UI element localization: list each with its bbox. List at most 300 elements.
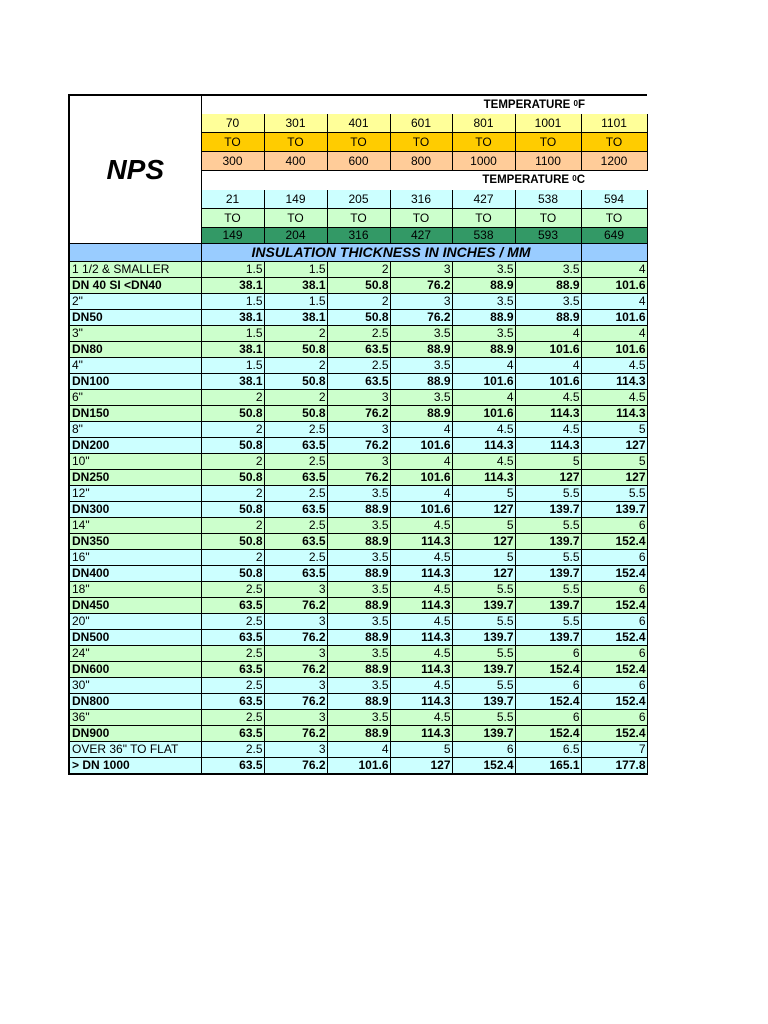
thickness-inches-cell: 2.5 bbox=[201, 678, 264, 694]
thickness-inches-cell: 3.5 bbox=[327, 710, 390, 726]
f-upto-cell-2: 600 bbox=[327, 152, 390, 171]
thickness-inches-cell: 4.5 bbox=[390, 710, 452, 726]
thickness-mm-cell: 88.9 bbox=[327, 662, 390, 678]
thickness-inches-cell: 4.5 bbox=[515, 422, 581, 438]
thickness-inches-cell: 2 bbox=[264, 358, 327, 374]
dn-size-label: DN300 bbox=[69, 502, 201, 518]
thickness-inches-cell: 4 bbox=[390, 422, 452, 438]
thickness-mm-cell: 114.3 bbox=[581, 406, 647, 422]
thickness-mm-cell: 127 bbox=[581, 438, 647, 454]
nps-size-label: 2" bbox=[69, 294, 201, 310]
thickness-mm-cell: 76.2 bbox=[264, 758, 327, 775]
thickness-inches-cell: 3 bbox=[327, 390, 390, 406]
thickness-inches-cell: 6 bbox=[581, 646, 647, 662]
thickness-mm-cell: 152.4 bbox=[581, 662, 647, 678]
thickness-inches-cell: 1.5 bbox=[201, 326, 264, 342]
temperature-f-label: TEMPERATURE bbox=[483, 98, 571, 111]
thickness-mm-cell: 152.4 bbox=[581, 726, 647, 742]
thickness-mm-cell: 50.8 bbox=[201, 470, 264, 486]
thickness-inches-cell: 2.5 bbox=[201, 646, 264, 662]
thickness-inches-cell: 4.5 bbox=[390, 518, 452, 534]
thickness-inches-cell: 2.5 bbox=[264, 518, 327, 534]
thickness-inches-cell: 3 bbox=[264, 646, 327, 662]
thickness-inches-cell: 6 bbox=[515, 710, 581, 726]
thickness-mm-cell: 101.6 bbox=[452, 374, 515, 390]
thickness-inches-cell: 6 bbox=[581, 582, 647, 598]
dn-size-label: DN400 bbox=[69, 566, 201, 582]
thickness-inches-cell: 4.5 bbox=[390, 646, 452, 662]
thickness-inches-cell: 3.5 bbox=[327, 550, 390, 566]
table-row bbox=[69, 678, 647, 694]
thickness-mm-cell: 38.1 bbox=[201, 374, 264, 390]
table-row bbox=[69, 566, 647, 582]
thickness-mm-cell: 101.6 bbox=[515, 342, 581, 358]
thickness-inches-cell: 1.5 bbox=[201, 358, 264, 374]
thickness-mm-cell: 139.7 bbox=[452, 726, 515, 742]
thickness-mm-cell: 139.7 bbox=[515, 598, 581, 614]
f-upto-cell-1: 400 bbox=[264, 152, 327, 171]
table-row bbox=[69, 502, 647, 518]
temperature-c-unit: C bbox=[576, 174, 586, 186]
table-row bbox=[69, 470, 647, 486]
nps-size-label: 10" bbox=[69, 454, 201, 470]
f-to-cell-2: TO bbox=[327, 133, 390, 152]
thickness-mm-cell: 88.9 bbox=[452, 342, 515, 358]
thickness-inches-cell: 2 bbox=[201, 518, 264, 534]
thickness-inches-cell: 4 bbox=[515, 358, 581, 374]
f-upto-cell-3: 800 bbox=[390, 152, 452, 171]
f-from-cell-3: 601 bbox=[390, 114, 452, 133]
thickness-mm-cell: 76.2 bbox=[264, 598, 327, 614]
band-spacer bbox=[69, 244, 201, 262]
thickness-mm-cell: 63.5 bbox=[264, 438, 327, 454]
thickness-inches-cell: 4.5 bbox=[515, 390, 581, 406]
f-upto-cell-5: 1100 bbox=[515, 152, 581, 171]
thickness-inches-cell: 2.5 bbox=[201, 582, 264, 598]
c-to-cell-2: TO bbox=[327, 209, 390, 228]
thickness-inches-cell: 3.5 bbox=[452, 294, 515, 310]
c-to-cell-0: TO bbox=[201, 209, 264, 228]
table-row bbox=[69, 518, 647, 534]
nps-size-label: 20" bbox=[69, 614, 201, 630]
f-upto-cell-0: 300 bbox=[201, 152, 264, 171]
thickness-mm-cell: 50.8 bbox=[201, 438, 264, 454]
c-from-cell-4: 427 bbox=[452, 190, 515, 209]
thickness-inches-cell: 2.5 bbox=[264, 486, 327, 502]
thickness-mm-cell: 139.7 bbox=[515, 502, 581, 518]
nps-size-label: 30" bbox=[69, 678, 201, 694]
thickness-mm-cell: 127 bbox=[452, 534, 515, 550]
nps-size-label: 1 1/2 & SMALLER bbox=[69, 262, 201, 278]
nps-header: NPS bbox=[69, 95, 201, 244]
thickness-mm-cell: 114.3 bbox=[581, 374, 647, 390]
thickness-inches-cell: 4.5 bbox=[390, 614, 452, 630]
dn-size-label: DN200 bbox=[69, 438, 201, 454]
c-upto-cell-1: 204 bbox=[264, 228, 327, 244]
thickness-mm-cell: 76.2 bbox=[327, 470, 390, 486]
thickness-inches-cell: 4.5 bbox=[581, 390, 647, 406]
thickness-mm-cell: 139.7 bbox=[452, 598, 515, 614]
thickness-inches-cell: 3.5 bbox=[327, 486, 390, 502]
table-row bbox=[69, 358, 647, 374]
dn-size-label: DN800 bbox=[69, 694, 201, 710]
dn-size-label: DN350 bbox=[69, 534, 201, 550]
dn-size-label: DN50 bbox=[69, 310, 201, 326]
thickness-mm-cell: 76.2 bbox=[327, 406, 390, 422]
dn-size-label: DN250 bbox=[69, 470, 201, 486]
table-row bbox=[69, 550, 647, 566]
thickness-mm-cell: 50.8 bbox=[201, 406, 264, 422]
thickness-inches-cell: 5.5 bbox=[452, 646, 515, 662]
thickness-inches-cell: 5.5 bbox=[515, 550, 581, 566]
thickness-mm-cell: 152.4 bbox=[581, 566, 647, 582]
thickness-mm-cell: 101.6 bbox=[327, 758, 390, 775]
thickness-mm-cell: 127 bbox=[452, 502, 515, 518]
table-row bbox=[69, 534, 647, 550]
band-end bbox=[581, 244, 647, 262]
thickness-inches-cell: 3.5 bbox=[327, 614, 390, 630]
thickness-inches-cell: 5 bbox=[581, 422, 647, 438]
thickness-inches-cell: 3 bbox=[327, 454, 390, 470]
c-upto-cell-4: 538 bbox=[452, 228, 515, 244]
thickness-inches-cell: 3.5 bbox=[390, 326, 452, 342]
c-to-cell-1: TO bbox=[264, 209, 327, 228]
thickness-inches-cell: 5 bbox=[390, 742, 452, 758]
thickness-inches-cell: 1.5 bbox=[264, 294, 327, 310]
dn-size-label: DN450 bbox=[69, 598, 201, 614]
thickness-mm-cell: 101.6 bbox=[581, 342, 647, 358]
thickness-mm-cell: 101.6 bbox=[515, 374, 581, 390]
thickness-mm-cell: 63.5 bbox=[201, 758, 264, 775]
f-to-cell-3: TO bbox=[390, 133, 452, 152]
thickness-mm-cell: 76.2 bbox=[264, 726, 327, 742]
nps-size-label: 16" bbox=[69, 550, 201, 566]
thickness-inches-cell: 5 bbox=[452, 518, 515, 534]
thickness-mm-cell: 139.7 bbox=[452, 630, 515, 646]
thickness-mm-cell: 152.4 bbox=[515, 694, 581, 710]
spreadsheet-grid bbox=[68, 94, 648, 775]
thickness-mm-cell: 88.9 bbox=[452, 310, 515, 326]
thickness-mm-cell: 76.2 bbox=[327, 438, 390, 454]
thickness-inches-cell: 4 bbox=[581, 326, 647, 342]
thickness-inches-cell: 2 bbox=[264, 326, 327, 342]
thickness-mm-cell: 177.8 bbox=[581, 758, 647, 775]
temperature-f-unit: F bbox=[578, 98, 586, 111]
nps-size-label: 6" bbox=[69, 390, 201, 406]
thickness-inches-cell: 5.5 bbox=[515, 614, 581, 630]
f-to-cell-6: TO bbox=[581, 133, 647, 152]
f-upto-cell-4: 1000 bbox=[452, 152, 515, 171]
nps-size-label: 3" bbox=[69, 326, 201, 342]
thickness-mm-cell: 152.4 bbox=[581, 630, 647, 646]
thickness-mm-cell: 88.9 bbox=[515, 278, 581, 294]
thickness-inches-cell: 5.5 bbox=[515, 518, 581, 534]
thickness-mm-cell: 88.9 bbox=[327, 566, 390, 582]
table-row bbox=[69, 278, 647, 294]
thickness-mm-cell: 139.7 bbox=[452, 662, 515, 678]
table-row bbox=[69, 662, 647, 678]
thickness-mm-cell: 152.4 bbox=[515, 726, 581, 742]
thickness-inches-cell: 3.5 bbox=[515, 294, 581, 310]
thickness-inches-cell: 5.5 bbox=[581, 486, 647, 502]
thickness-inches-cell: 3 bbox=[327, 422, 390, 438]
f-to-cell-4: TO bbox=[452, 133, 515, 152]
thickness-inches-cell: 5 bbox=[515, 454, 581, 470]
thickness-mm-cell: 114.3 bbox=[452, 470, 515, 486]
thickness-mm-cell: 63.5 bbox=[327, 342, 390, 358]
thickness-inches-cell: 2 bbox=[201, 422, 264, 438]
nps-size-label: 18" bbox=[69, 582, 201, 598]
thickness-inches-cell: 5 bbox=[452, 550, 515, 566]
table-row bbox=[69, 630, 647, 646]
thickness-inches-cell: 2.5 bbox=[327, 358, 390, 374]
table-row bbox=[69, 310, 647, 326]
table-row bbox=[69, 342, 647, 358]
thickness-mm-cell: 152.4 bbox=[581, 598, 647, 614]
nps-size-label: OVER 36" TO FLAT bbox=[69, 742, 201, 758]
c-from-cell-6: 594 bbox=[581, 190, 647, 209]
thickness-mm-cell: 88.9 bbox=[327, 534, 390, 550]
thickness-inches-cell: 2 bbox=[201, 486, 264, 502]
thickness-inches-cell: 2.5 bbox=[264, 454, 327, 470]
thickness-mm-cell: 139.7 bbox=[515, 630, 581, 646]
thickness-inches-cell: 1.5 bbox=[264, 262, 327, 278]
dn-size-label: DN900 bbox=[69, 726, 201, 742]
thickness-mm-cell: 114.3 bbox=[515, 406, 581, 422]
thickness-mm-cell: 165.1 bbox=[515, 758, 581, 775]
thickness-inches-cell: 5.5 bbox=[452, 710, 515, 726]
thickness-mm-cell: 114.3 bbox=[390, 598, 452, 614]
table-row bbox=[69, 710, 647, 726]
nps-size-label: 8" bbox=[69, 422, 201, 438]
table-row bbox=[69, 598, 647, 614]
thickness-mm-cell: 88.9 bbox=[390, 406, 452, 422]
thickness-inches-cell: 3 bbox=[264, 710, 327, 726]
dn-size-label: DN600 bbox=[69, 662, 201, 678]
c-from-cell-2: 205 bbox=[327, 190, 390, 209]
thickness-mm-cell: 50.8 bbox=[201, 534, 264, 550]
thickness-mm-cell: 114.3 bbox=[515, 438, 581, 454]
thickness-inches-cell: 3.5 bbox=[327, 646, 390, 662]
thickness-mm-cell: 50.8 bbox=[201, 566, 264, 582]
thickness-inches-cell: 3.5 bbox=[452, 326, 515, 342]
thickness-inches-cell: 2.5 bbox=[264, 550, 327, 566]
thickness-inches-cell: 3.5 bbox=[390, 358, 452, 374]
dn-size-label: DN150 bbox=[69, 406, 201, 422]
table-row bbox=[69, 486, 647, 502]
thickness-mm-cell: 63.5 bbox=[264, 470, 327, 486]
c-from-cell-0: 21 bbox=[201, 190, 264, 209]
c-from-cell-5: 538 bbox=[515, 190, 581, 209]
thickness-inches-cell: 4.5 bbox=[581, 358, 647, 374]
c-to-cell-6: TO bbox=[581, 209, 647, 228]
thickness-mm-cell: 63.5 bbox=[201, 694, 264, 710]
thickness-mm-cell: 101.6 bbox=[581, 310, 647, 326]
f-from-cell-6: 1101 bbox=[581, 114, 647, 133]
insulation-band-row bbox=[69, 244, 647, 262]
temperature-f-title bbox=[201, 95, 647, 114]
nps-size-label: 14" bbox=[69, 518, 201, 534]
table-row bbox=[69, 326, 647, 342]
thickness-inches-cell: 4 bbox=[390, 486, 452, 502]
thickness-mm-cell: 38.1 bbox=[201, 342, 264, 358]
thickness-inches-cell: 3 bbox=[390, 262, 452, 278]
thickness-inches-cell: 4 bbox=[452, 390, 515, 406]
thickness-mm-cell: 101.6 bbox=[581, 278, 647, 294]
thickness-inches-cell: 2.5 bbox=[201, 614, 264, 630]
thickness-inches-cell: 5 bbox=[452, 486, 515, 502]
table-row bbox=[69, 406, 647, 422]
thickness-mm-cell: 50.8 bbox=[264, 342, 327, 358]
f-from-cell-2: 401 bbox=[327, 114, 390, 133]
thickness-inches-cell: 4.5 bbox=[390, 550, 452, 566]
thickness-inches-cell: 6 bbox=[581, 550, 647, 566]
thickness-mm-cell: 88.9 bbox=[390, 374, 452, 390]
thickness-inches-cell: 3 bbox=[264, 614, 327, 630]
insulation-band-title: INSULATION THICKNESS IN INCHES / MM bbox=[201, 244, 581, 262]
c-to-cell-5: TO bbox=[515, 209, 581, 228]
nps-size-label: 12" bbox=[69, 486, 201, 502]
thickness-inches-cell: 4.5 bbox=[390, 582, 452, 598]
thickness-inches-cell: 2.5 bbox=[201, 710, 264, 726]
thickness-inches-cell: 6 bbox=[515, 646, 581, 662]
thickness-inches-cell: 6.5 bbox=[515, 742, 581, 758]
table-row bbox=[69, 390, 647, 406]
thickness-inches-cell: 5 bbox=[581, 454, 647, 470]
thickness-inches-cell: 4 bbox=[581, 294, 647, 310]
thickness-inches-cell: 6 bbox=[515, 678, 581, 694]
f-from-cell-5: 1001 bbox=[515, 114, 581, 133]
table-row bbox=[69, 614, 647, 630]
c-upto-cell-6: 649 bbox=[581, 228, 647, 244]
f-upto-cell-6: 1200 bbox=[581, 152, 647, 171]
thickness-mm-cell: 139.7 bbox=[581, 502, 647, 518]
thickness-mm-cell: 88.9 bbox=[327, 630, 390, 646]
c-upto-cell-5: 593 bbox=[515, 228, 581, 244]
dn-size-label: DN500 bbox=[69, 630, 201, 646]
thickness-inches-cell: 2 bbox=[201, 550, 264, 566]
table-row bbox=[69, 694, 647, 710]
thickness-mm-cell: 38.1 bbox=[201, 310, 264, 326]
nps-size-label: 4" bbox=[69, 358, 201, 374]
f-from-cell-4: 801 bbox=[452, 114, 515, 133]
thickness-mm-cell: 63.5 bbox=[264, 534, 327, 550]
f-to-cell-1: TO bbox=[264, 133, 327, 152]
thickness-mm-cell: 139.7 bbox=[452, 694, 515, 710]
thickness-mm-cell: 127 bbox=[390, 758, 452, 775]
f-from-cell-1: 301 bbox=[264, 114, 327, 133]
thickness-mm-cell: 76.2 bbox=[264, 630, 327, 646]
thickness-inches-cell: 4 bbox=[327, 742, 390, 758]
thickness-mm-cell: 88.9 bbox=[327, 726, 390, 742]
thickness-inches-cell: 4.5 bbox=[390, 678, 452, 694]
c-to-cell-3: TO bbox=[390, 209, 452, 228]
thickness-mm-cell: 63.5 bbox=[201, 598, 264, 614]
thickness-inches-cell: 4.5 bbox=[452, 422, 515, 438]
thickness-mm-cell: 63.5 bbox=[201, 630, 264, 646]
dn-size-label: DN 40 SI <DN40 bbox=[69, 278, 201, 294]
thickness-mm-cell: 50.8 bbox=[201, 502, 264, 518]
thickness-mm-cell: 88.9 bbox=[327, 502, 390, 518]
c-upto-cell-0: 149 bbox=[201, 228, 264, 244]
f-to-cell-5: TO bbox=[515, 133, 581, 152]
thickness-mm-cell: 127 bbox=[515, 470, 581, 486]
thickness-inches-cell: 2 bbox=[327, 262, 390, 278]
thickness-mm-cell: 88.9 bbox=[327, 694, 390, 710]
thickness-inches-cell: 3 bbox=[390, 294, 452, 310]
thickness-inches-cell: 3.5 bbox=[515, 262, 581, 278]
thickness-mm-cell: 38.1 bbox=[264, 278, 327, 294]
temperature-c-label: TEMPERATURE bbox=[482, 174, 570, 186]
c-from-cell-3: 316 bbox=[390, 190, 452, 209]
thickness-mm-cell: 114.3 bbox=[390, 630, 452, 646]
thickness-mm-cell: 152.4 bbox=[581, 694, 647, 710]
thickness-inches-cell: 3.5 bbox=[327, 678, 390, 694]
dn-size-label: > DN 1000 bbox=[69, 758, 201, 775]
thickness-mm-cell: 152.4 bbox=[452, 758, 515, 775]
thickness-inches-cell: 2 bbox=[264, 390, 327, 406]
thickness-mm-cell: 114.3 bbox=[452, 438, 515, 454]
thickness-mm-cell: 139.7 bbox=[515, 566, 581, 582]
table-row bbox=[69, 582, 647, 598]
thickness-inches-cell: 3.5 bbox=[327, 582, 390, 598]
table-row bbox=[69, 758, 647, 775]
thickness-inches-cell: 4.5 bbox=[452, 454, 515, 470]
thickness-inches-cell: 3.5 bbox=[452, 262, 515, 278]
table-row bbox=[69, 438, 647, 454]
thickness-mm-cell: 101.6 bbox=[390, 502, 452, 518]
thickness-inches-cell: 6 bbox=[581, 678, 647, 694]
thickness-inches-cell: 4 bbox=[452, 358, 515, 374]
table-row bbox=[69, 422, 647, 438]
thickness-mm-cell: 88.9 bbox=[452, 278, 515, 294]
insulation-thickness-table bbox=[68, 94, 646, 775]
thickness-mm-cell: 50.8 bbox=[264, 374, 327, 390]
c-upto-cell-2: 316 bbox=[327, 228, 390, 244]
table-row bbox=[69, 454, 647, 470]
thickness-inches-cell: 5.5 bbox=[452, 582, 515, 598]
thickness-mm-cell: 114.3 bbox=[390, 566, 452, 582]
nps-size-label: 36" bbox=[69, 710, 201, 726]
c-to-cell-4: TO bbox=[452, 209, 515, 228]
thickness-mm-cell: 63.5 bbox=[327, 374, 390, 390]
temperature-c-title bbox=[201, 171, 647, 191]
thickness-mm-cell: 88.9 bbox=[515, 310, 581, 326]
thickness-inches-cell: 3 bbox=[264, 582, 327, 598]
dn-size-label: DN80 bbox=[69, 342, 201, 358]
thickness-inches-cell: 5.5 bbox=[515, 582, 581, 598]
thickness-mm-cell: 76.2 bbox=[390, 278, 452, 294]
thickness-inches-cell: 6 bbox=[452, 742, 515, 758]
thickness-inches-cell: 3.5 bbox=[327, 518, 390, 534]
table-row bbox=[69, 726, 647, 742]
thickness-mm-cell: 101.6 bbox=[452, 406, 515, 422]
thickness-mm-cell: 101.6 bbox=[390, 438, 452, 454]
thickness-mm-cell: 50.8 bbox=[327, 310, 390, 326]
c-upto-cell-3: 427 bbox=[390, 228, 452, 244]
thickness-mm-cell: 76.2 bbox=[264, 662, 327, 678]
thickness-inches-cell: 3.5 bbox=[390, 390, 452, 406]
thickness-inches-cell: 4 bbox=[515, 326, 581, 342]
temperature-c-degree: 0 bbox=[572, 174, 577, 183]
nps-size-label: 24" bbox=[69, 646, 201, 662]
thickness-mm-cell: 50.8 bbox=[264, 406, 327, 422]
table-row bbox=[69, 374, 647, 390]
thickness-mm-cell: 152.4 bbox=[581, 534, 647, 550]
thickness-mm-cell: 127 bbox=[581, 470, 647, 486]
thickness-inches-cell: 2.5 bbox=[264, 422, 327, 438]
thickness-mm-cell: 63.5 bbox=[201, 726, 264, 742]
